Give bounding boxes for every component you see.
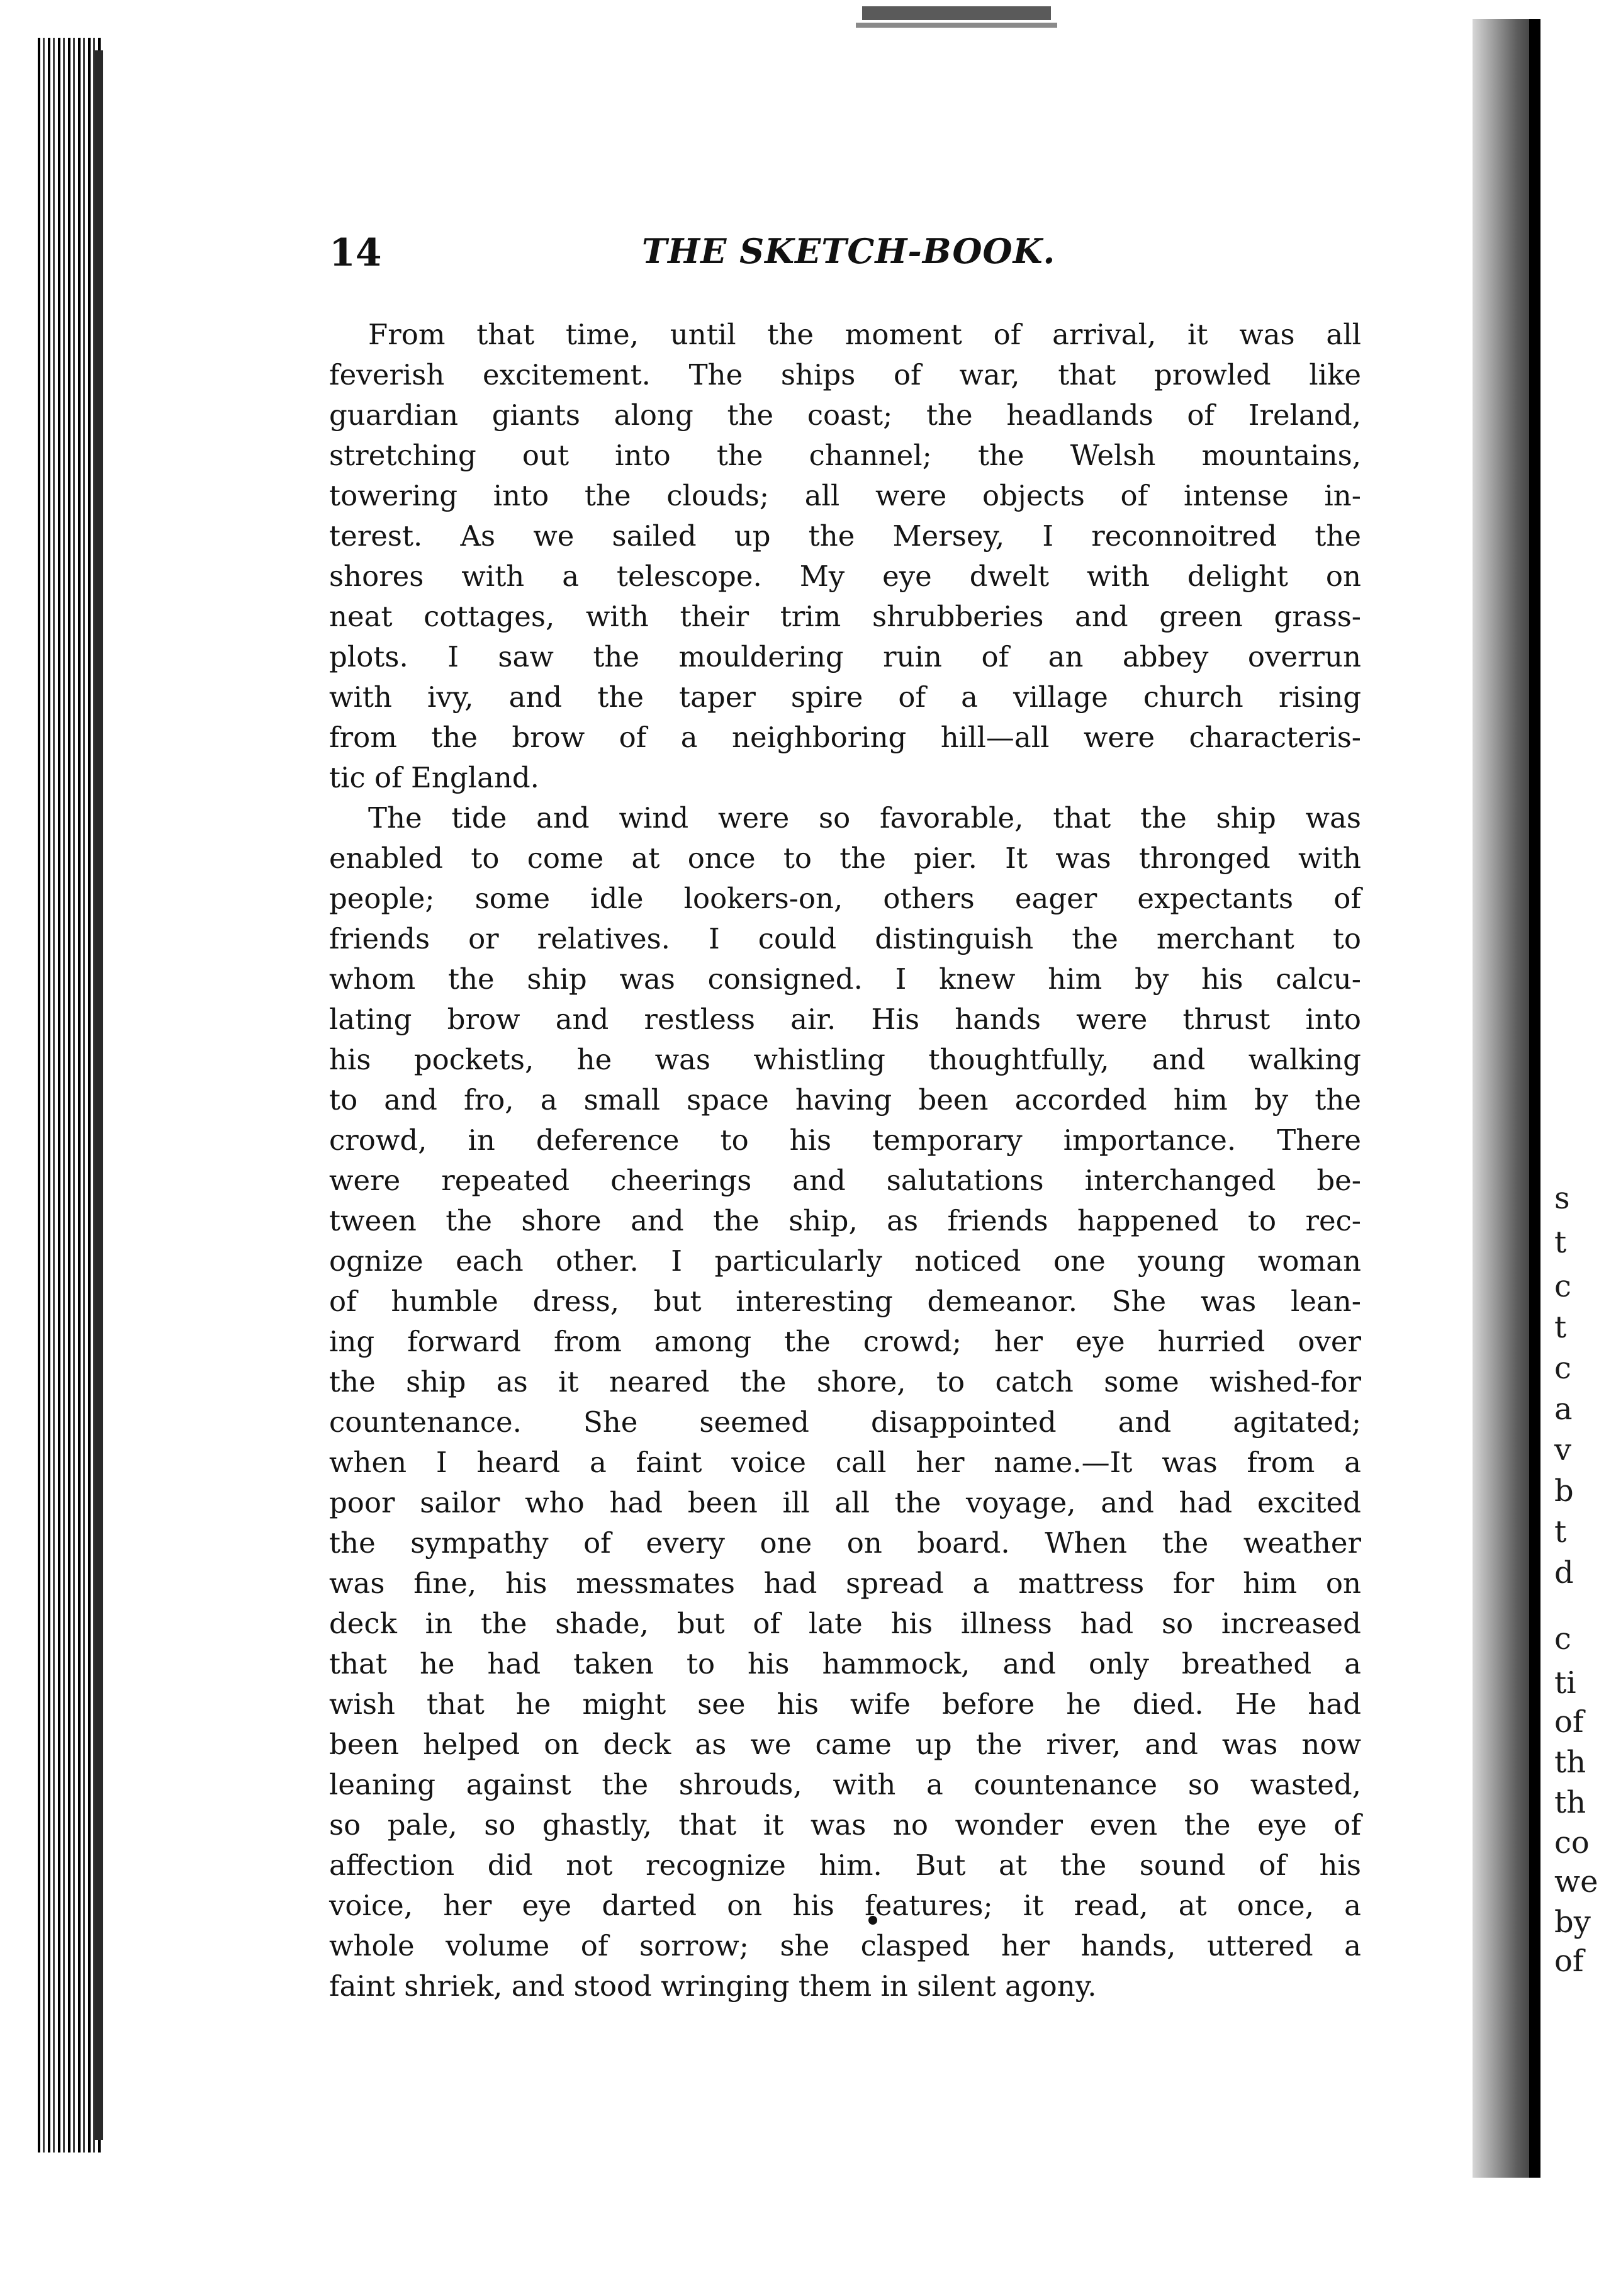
text-line: From that time, until the moment of arrival, it was all xyxy=(368,318,1361,351)
text-line: from the brow of a neighboring hill—all were characteris- xyxy=(329,721,1361,754)
text-line: plots. I saw the mouldering ruin of an abbey overrun xyxy=(329,640,1361,673)
text-line: of humble dress, but interesting demeanor. She was lean- xyxy=(329,1285,1361,1318)
facing-page-fragment: of xyxy=(1554,1944,1584,1979)
text-line: whom the ship was consigned. I knew him by his calcu- xyxy=(329,962,1361,996)
text-line: people; some idle lookers-on, others eager expectants of xyxy=(329,882,1361,915)
facing-page-fragment: t xyxy=(1554,1310,1567,1345)
text-line: deck in the shade, but of late his illness had so increased xyxy=(329,1607,1361,1640)
text-line: feverish excitement. The ships of war, that prowled like xyxy=(329,358,1361,391)
text-line: whole volume of sorrow; she clasped her hands, uttered a xyxy=(329,1929,1361,1962)
text-line: stretching out into the channel; the Welsh mountains, xyxy=(329,439,1361,472)
text-line: voice, her eye darted on his features; it read, at once, a xyxy=(329,1889,1361,1922)
text-line: leaning against the shrouds, with a countenance so wasted, xyxy=(329,1768,1361,1801)
binding-strip-shadow xyxy=(856,23,1057,28)
facing-page-fragment: th xyxy=(1554,1745,1586,1780)
facing-page-fragment: v xyxy=(1554,1432,1572,1468)
facing-page-fragment: t xyxy=(1554,1225,1567,1260)
facing-page-fragment: we xyxy=(1554,1864,1598,1899)
facing-page-fragment: by xyxy=(1554,1905,1591,1940)
text-line: lating brow and restless air. His hands were thrust into xyxy=(329,1003,1361,1036)
page-stack-inner-edge xyxy=(94,50,103,2140)
facing-page-fragment: co xyxy=(1554,1825,1590,1860)
book-gutter-shadow xyxy=(1473,19,1535,2178)
facing-page-fragment: ti xyxy=(1554,1665,1576,1701)
facing-page-fragment: t xyxy=(1554,1514,1567,1550)
book-gutter-edge xyxy=(1529,19,1540,2178)
text-line: crowd, in deference to his temporary importance. There xyxy=(329,1123,1361,1157)
text-line: when I heard a faint voice call her name.—It was from a xyxy=(329,1446,1361,1479)
text-line: faint shriek, and stood wringing them in silent agony. xyxy=(329,1969,1097,2003)
text-line: enabled to come at once to the pier. It was thronged with xyxy=(329,841,1361,875)
facing-page-fragment: d xyxy=(1554,1555,1574,1590)
text-line: terest. As we sailed up the Mersey, I reconnoitred the xyxy=(329,519,1361,553)
text-line: so pale, so ghastly, that it was no wonder even the eye of xyxy=(329,1808,1361,1842)
text-line: been helped on deck as we came up the river, and was now xyxy=(329,1728,1361,1761)
text-line: wish that he might see his wife before he died. He had xyxy=(329,1687,1361,1721)
facing-page-fragment: b xyxy=(1554,1473,1574,1509)
facing-page-fragment: of xyxy=(1554,1704,1584,1740)
text-line: was fine, his messmates had spread a mattress for him on xyxy=(329,1567,1361,1600)
text-line: that he had taken to his hammock, and only breathed a xyxy=(329,1647,1361,1680)
text-line: ognize each other. I particularly noticed one young woman xyxy=(329,1244,1361,1278)
text-line: shores with a telescope. My eye dwelt with delight on xyxy=(329,560,1361,593)
text-line: neat cottages, with their trim shrubberies and green grass- xyxy=(329,600,1361,633)
page-stack-edges xyxy=(38,38,101,2152)
text-line: tween the shore and the ship, as friends happened to rec- xyxy=(329,1204,1361,1237)
binding-strip xyxy=(862,6,1051,20)
facing-page-fragment: th xyxy=(1554,1785,1586,1820)
text-line: his pockets, he was whistling thoughtfully, and walking xyxy=(329,1043,1361,1076)
page-body-text xyxy=(329,315,1361,2006)
text-line: The tide and wind were so favorable, that the ship was xyxy=(368,801,1361,835)
text-line: affection did not recognize him. But at the sound of his xyxy=(329,1849,1361,1882)
text-line: towering into the clouds; all were objects of intense in- xyxy=(329,479,1361,512)
text-line: with ivy, and the taper spire of a village church rising xyxy=(329,680,1361,714)
text-line: were repeated cheerings and salutations interchanged be- xyxy=(329,1164,1361,1197)
text-line: poor sailor who had been ill all the voyage, and had excited xyxy=(329,1486,1361,1519)
text-line: friends or relatives. I could distinguish the merchant to xyxy=(329,922,1361,955)
page-number: 14 xyxy=(329,231,382,275)
text-line: countenance. She seemed disappointed and agitated; xyxy=(329,1405,1361,1439)
text-line: the sympathy of every one on board. When the weather xyxy=(329,1526,1361,1560)
facing-page-fragment: a xyxy=(1554,1392,1573,1427)
text-line: the ship as it neared the shore, to catch some wished-for xyxy=(329,1365,1361,1398)
text-line: ing forward from among the crowd; her eye hurried over xyxy=(329,1325,1361,1358)
text-line: tic of England. xyxy=(329,761,539,794)
facing-page-fragment: c xyxy=(1554,1269,1571,1304)
running-head: THE SKETCH-BOOK. xyxy=(642,231,1056,271)
text-line: to and fro, a small space having been accorded him by the xyxy=(329,1083,1361,1117)
facing-page-fragment: c xyxy=(1554,1621,1571,1657)
facing-page-fragment: c xyxy=(1554,1351,1571,1386)
facing-page-fragment: s xyxy=(1554,1181,1570,1216)
text-line: guardian giants along the coast; the headlands of Ireland, xyxy=(329,398,1361,432)
